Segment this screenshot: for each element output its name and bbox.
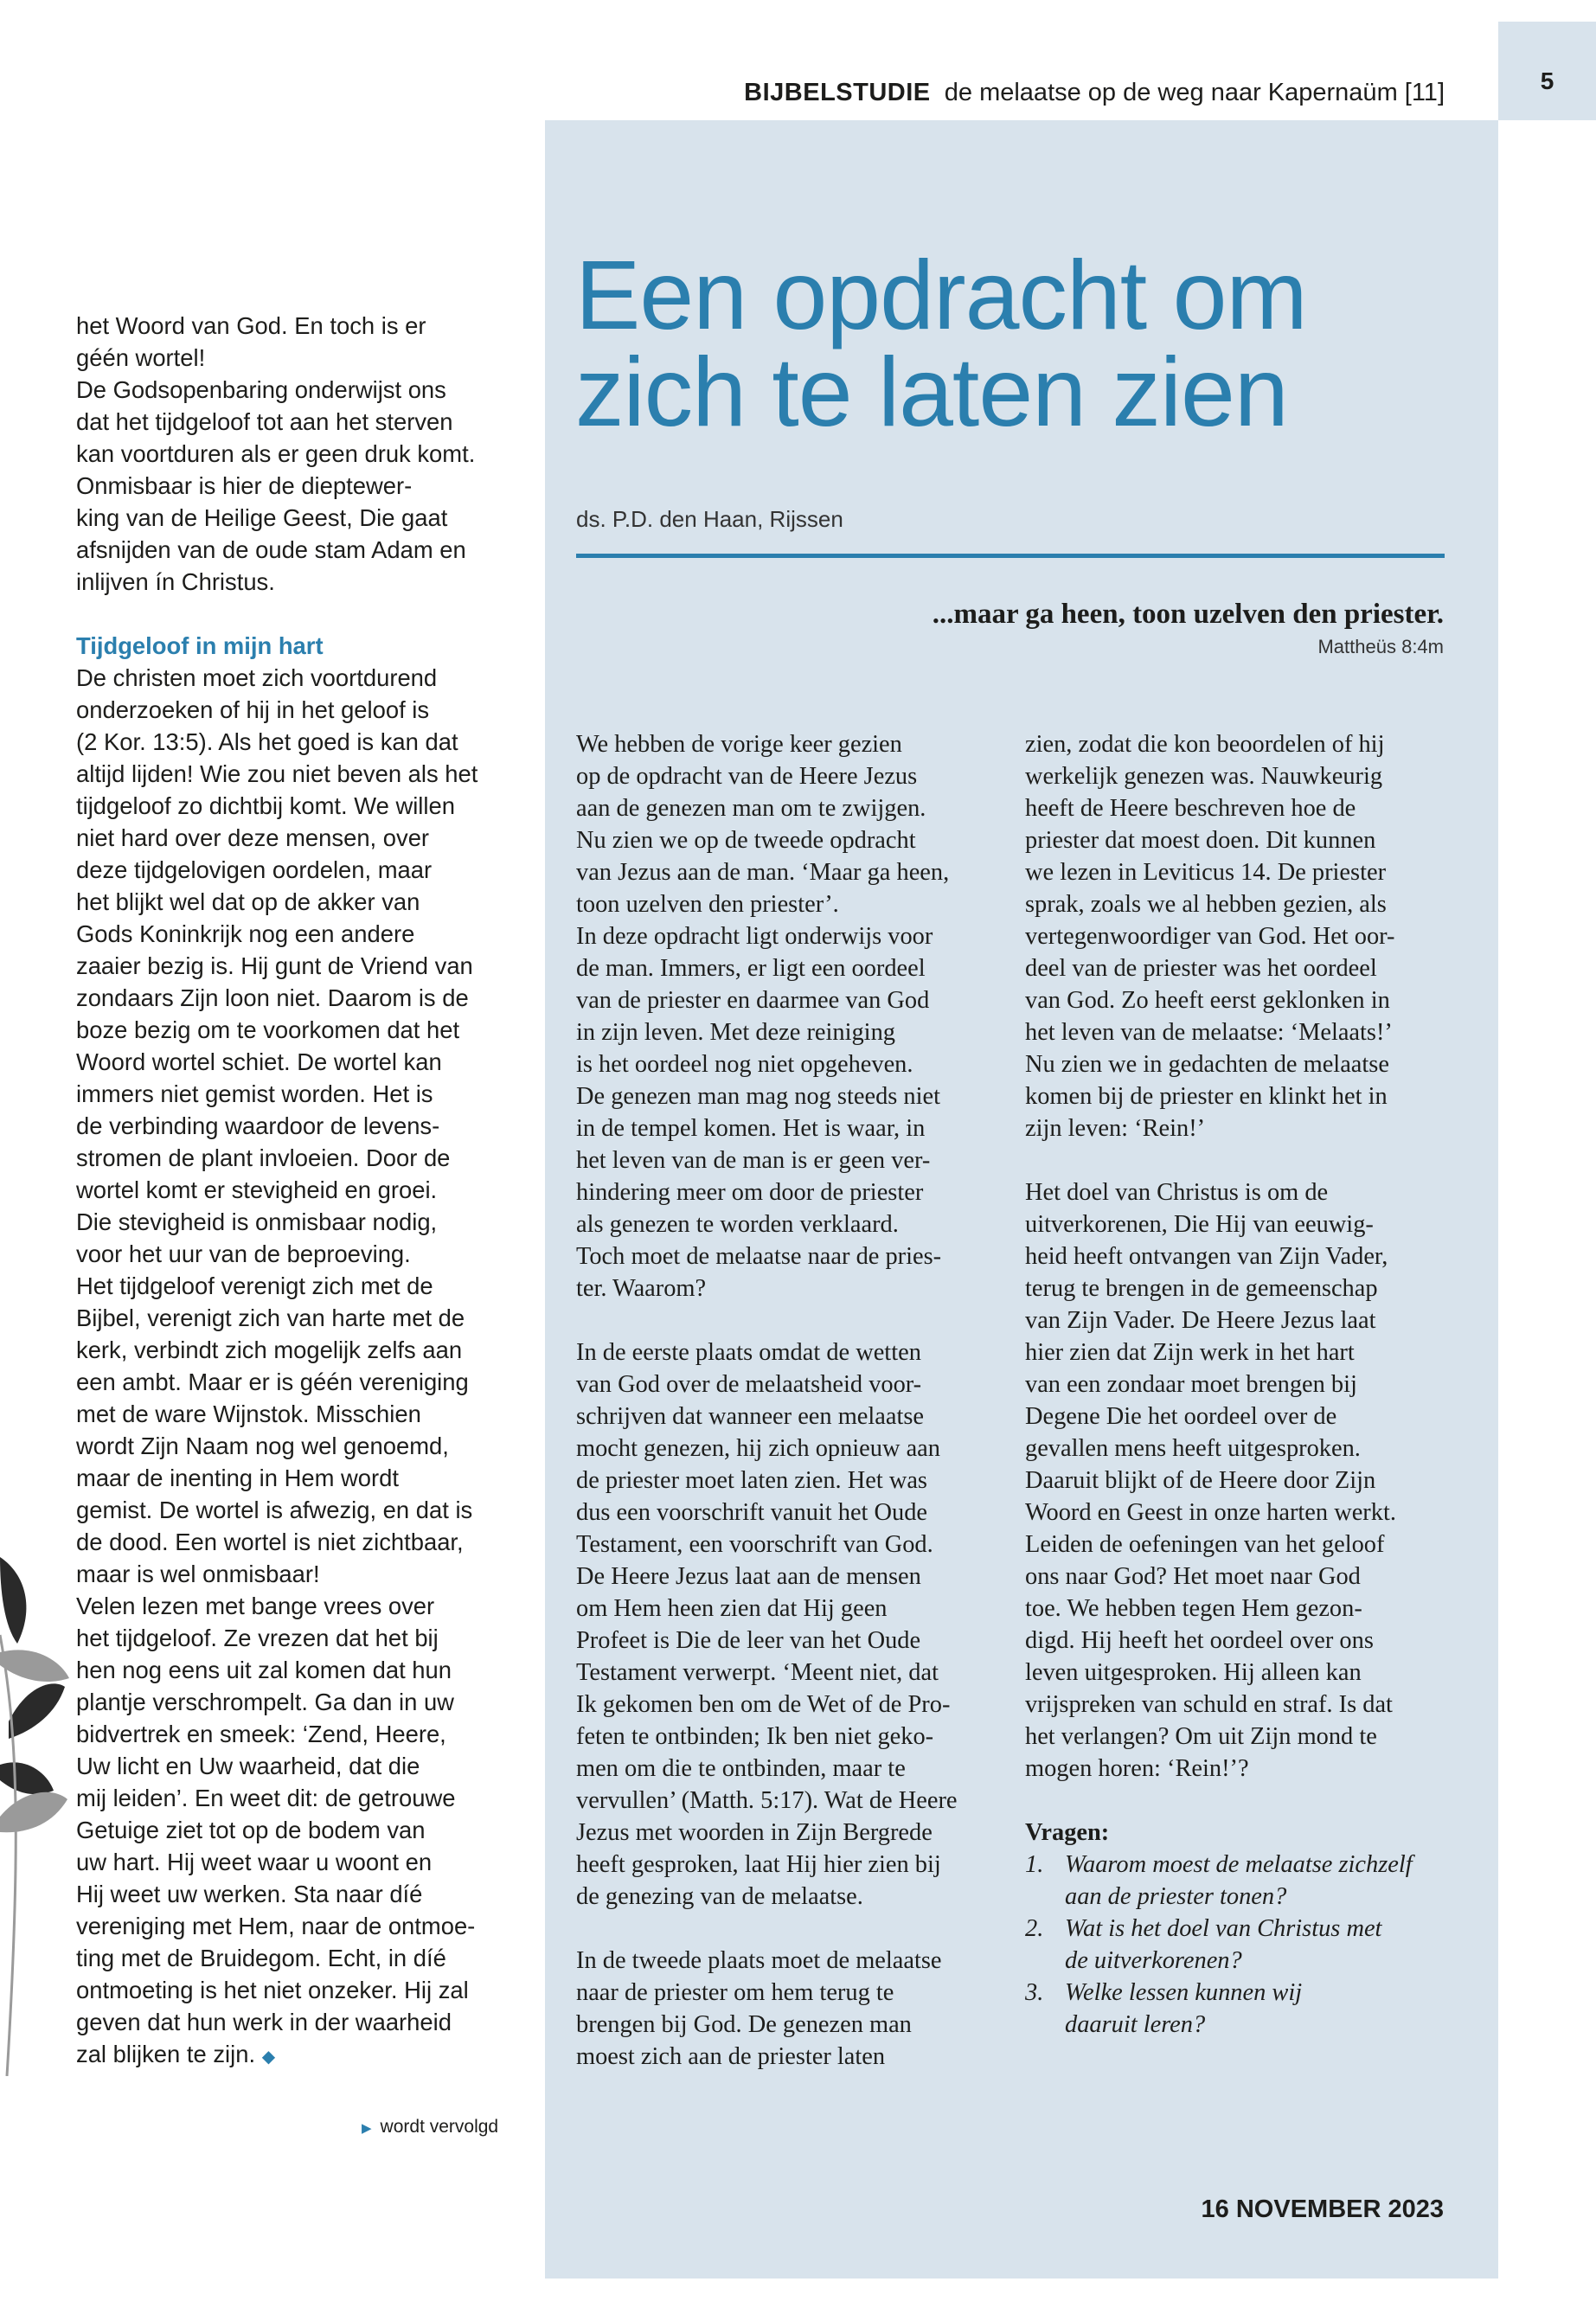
- continued-text: wordt vervolgd: [380, 2117, 499, 2137]
- left-subheading: Tijdgeloof in mijn hart: [76, 632, 324, 659]
- header-subtitle: de melaatse op de weg naar Kapernaüm [11]: [944, 79, 1445, 106]
- header-section: BIJBELSTUDIE: [744, 79, 931, 106]
- article-title: Een opdracht om zich te laten zien: [575, 240, 1307, 446]
- end-diamond-icon: ◆: [261, 2048, 276, 2067]
- issue-date: 16 NOVEMBER 2023: [1201, 2195, 1444, 2223]
- article-column-2: [1025, 728, 1440, 2041]
- continued-note: [362, 2117, 498, 2139]
- col1-paragraph-2: In de eerste plaats omdat de wetten van God over de melaatsheid voor- schrijven dat wanneer een melaatse mocht genezen, hij zich opnieuw aan de priester moet laten zien. Het was dus een voorschrift vanuit het Oude Testament, een voorschrift van God. De Heere Jezus laat aan de mensen om Hem heen zien dat Hij geen Profeet is Die de leer van het Oude Testament verwerpt. ‘Meent niet, dat Ik gekomen ben om de Wet of de Pro- feten te ontbinden; Ik ben niet geko- men om die te ontbinden, maar te vervullen’ (Matth. 5:17). Wat de Heere Jezus met woorden in Zijn Bergrede heeft gesproken, laat Hij hier zien bij de genezing van de melaatse.: [576, 1339, 958, 1910]
- col1-paragraph-3: In de tweede plaats moet de melaatse naar de priester om hem terug te brengen bij God. De genezen man moest zich aan de priester laten: [576, 1947, 942, 2070]
- col2-paragraph-2: Het doel van Christus is om de uitverkorenen, Die Hij van eeuwig- heid heeft ontvangen van Zijn Vader, terug te brengen in de gemeenschap van Zijn Vader. De Heere Jezus laat hier zien dat Zijn werk in het hart van een zondaar moet brengen bij Degene Die het oordeel over de gevallen mens heeft uitgesproken. Daaruit blijkt of de Heere door Zijn Woord en Geest in onze harten werkt. Leiden de oefeningen van het geloof ons naar God? Het moet naar God toe. We hebben tegen Hem gezon- digd. Hij heeft het oordeel over ons leven uitgesproken. Hij alleen kan vrijspreken van schuld en straf. Is dat het verlangen? Om uit Zijn mond te mogen horen: ‘Rein!’?: [1025, 1179, 1396, 1782]
- question-item: 1. Waarom moest de melaatse zichzelf aan de priester tonen?: [1025, 1851, 1413, 1910]
- left-paragraph-1: het Woord van God. En toch is er géén wortel! De Godsopenbaring onderwijst ons dat het tijdgeloof tot aan het sterven kan voortduren als er geen druk komt. Onmisbaar is hier de dieptewer- king van de Heilige Geest, Die gaat afsnijden van de oude stam Adam en inlijven ín Christus.: [76, 312, 476, 595]
- left-column: [76, 310, 526, 2073]
- article-column-1: [576, 728, 991, 2073]
- question-item: 2. Wat is het doel van Christus met de uitverkorenen?: [1025, 1915, 1382, 1974]
- article-author: ds. P.D. den Haan, Rijssen: [576, 506, 843, 532]
- col2-paragraph-1: zien, zodat die kon beoordelen of hij werkelijk genezen was. Nauwkeurig heeft de Heere beschreven hoe de priester dat moest doen. Dit kunnen we lezen in Leviticus 14. De priester sprak, zoals we al hebben gezien, als vertegenwoordiger van God. Het oor- deel van de priester was het oordeel van God. Zo heeft eerst geklonken in het leven van de melaatse: ‘Melaats!’ Nu zien we in gedachten de melaatse komen bij de priester en klinkt het in zijn leven: ‘Rein!’: [1025, 731, 1395, 1142]
- page-number: 5: [1540, 67, 1554, 94]
- title-divider: [576, 554, 1445, 558]
- running-header: [744, 78, 1445, 107]
- quote-reference: Mattheüs 8:4m: [1317, 636, 1444, 657]
- play-triangle-icon: ▶: [362, 2121, 372, 2136]
- bible-quote: ...maar ga heen, toon uzelven den priester.: [932, 599, 1444, 630]
- question-item: 3. Welke lessen kunnen wij daaruit leren?: [1025, 1979, 1303, 2038]
- questions-heading: Vragen:: [1025, 1819, 1110, 1846]
- left-paragraph-2: De christen moet zich voortdurend onderzoeken of hij in het geloof is (2 Kor. 13:5). Als het goed is kan dat altijd lijden! Wie zou niet beven als het tijdgeloof zo dichtbij komt. We willen niet hard over deze mensen, over deze tijdgelovigen oordelen, maar het blijkt wel dat op de akker van Gods Koninkrijk nog een andere zaaier bezig is. Hij gunt de Vriend van zondaars Zijn loon niet. Daarom is de boze bezig om te voorkomen dat het Woord wortel schiet. De wortel kan immers niet gemist worden. Het is de verbinding waardoor de levens- stromen de plant invloeien. Door de wortel komt er stevigheid en groei. Die stevigheid is onmisbaar nodig, voor het uur van de beproeving. Het tijdgeloof verenigt zich met de Bijbel, verenigt zich van harte met de kerk, verbindt zich mogelijk zelfs aan een ambt. Maar er is géén vereniging met de ware Wijnstok. Misschien wordt Zijn Naam nog wel genoemd, maar de inenting in Hem wordt gemist. De wortel is afwezig, en dat is de dood. Een wortel is niet zichtbaar, maar is wel onmisbaar! Velen lezen met bange vrees over het tijdgeloof. Ze vrezen dat het bij hen nog eens uit zal komen dat hun plantje verschrompelt. Ga dan in uw bidvertrek en smeek: ‘Zend, Heere, Uw licht en Uw waarheid, dat die mij leiden’. En weet dit: de getrouwe Getuige ziet tot op de bodem van uw hart. Hij weet waar u woont en Hij weet uw werken. Sta naar díé vereniging met Hem, naar de ontmoe- ting met de Bruidegom. Echt, in díé ontmoeting is het niet onzeker. Hij zal geven dat hun werk in der waarheid zal blijken te zijn. ◆: [76, 664, 478, 2067]
- leaf-decoration-icon: [0, 1557, 69, 2076]
- col1-paragraph-1: We hebben de vorige keer gezien op de opdracht van de Heere Jezus aan de genezen man om te zwijgen. Nu zien we op de tweede opdracht van Jezus aan de man. ‘Maar ga heen, toon uzelven den priester’. In deze opdracht ligt onderwijs voor de man. Immers, er ligt een oordeel van de priester en daarmee van God in zijn leven. Met deze reiniging is het oordeel nog niet opgeheven. De genezen man mag nog steeds niet in de tempel komen. Het is waar, in het leven van de man is er geen ver- hindering meer om door de priester als genezen te worden verklaard. Toch moet de melaatse naar de pries- ter. Waarom?: [576, 731, 950, 1302]
